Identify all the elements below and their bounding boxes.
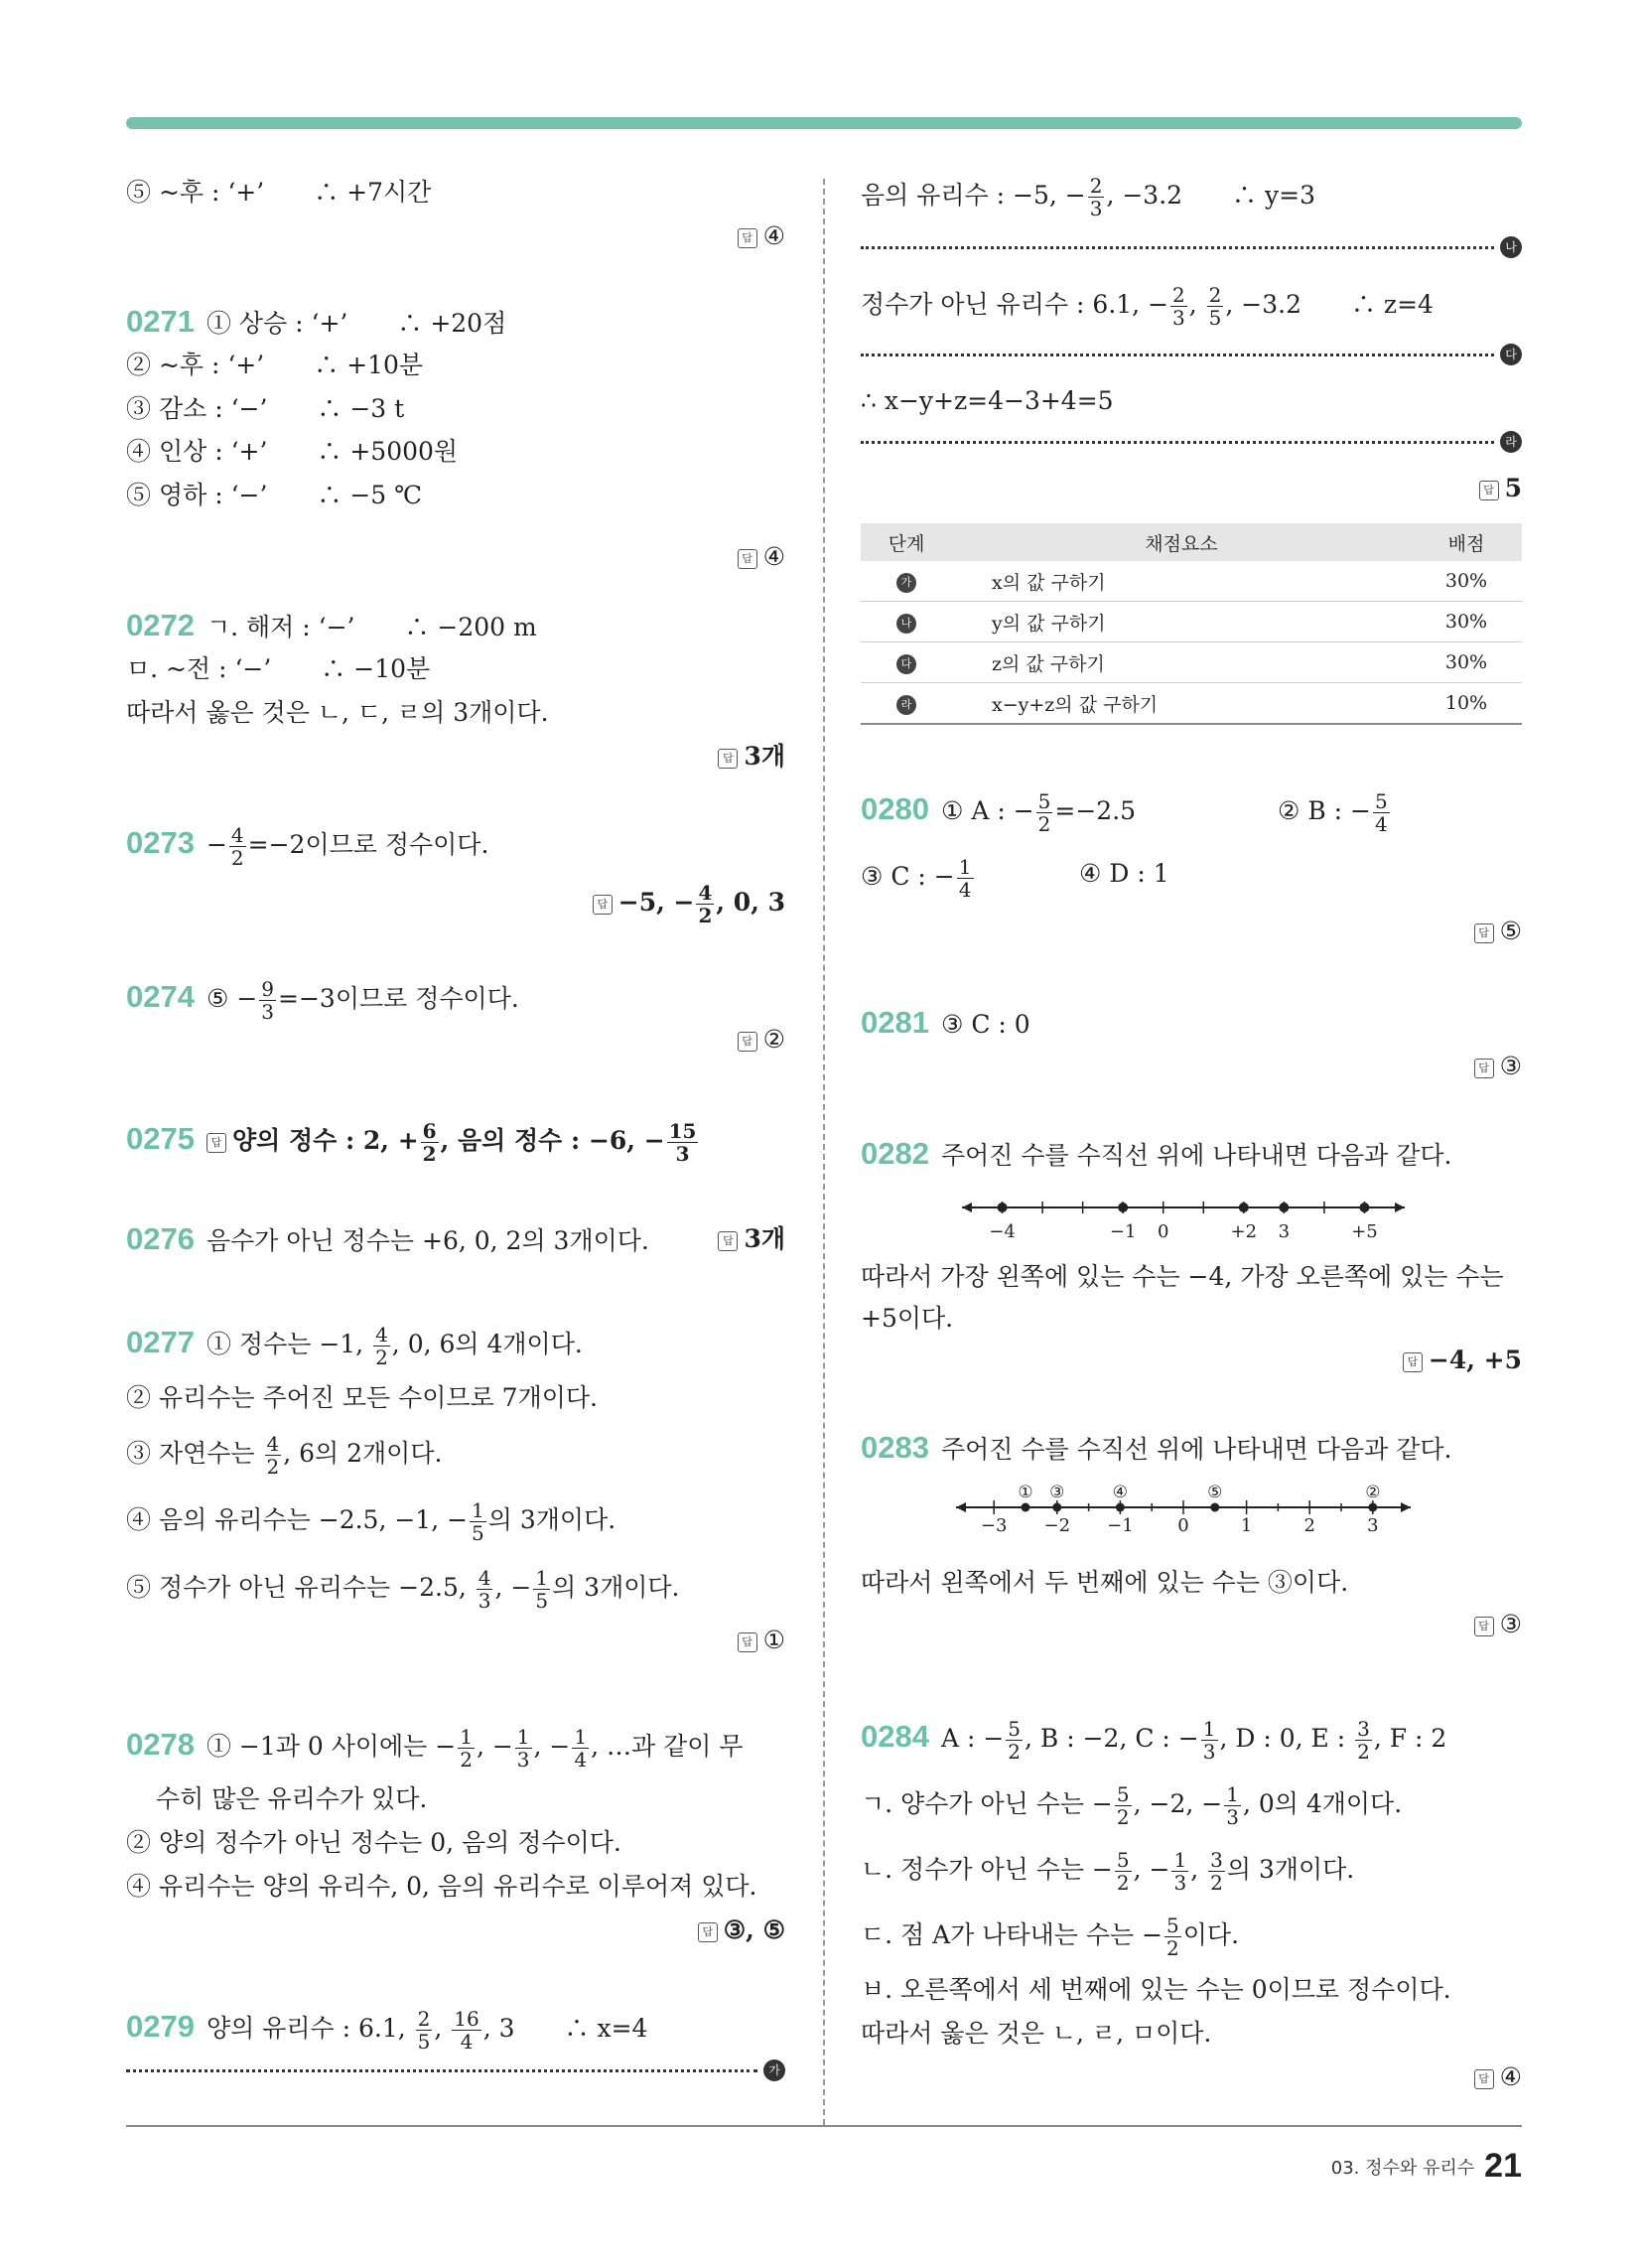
problem-number: 0272 xyxy=(126,608,195,642)
solution-line: 따라서 옳은 것은 ㄴ, ㄷ, ㄹ의 3개이다. xyxy=(126,698,549,727)
solution-line: 따라서 옳은 것은 ㄴ, ㄹ, ㅁ이다. xyxy=(861,2019,1212,2048)
table-cell: 30% xyxy=(1411,561,1522,602)
answer: 답 −4, +5 xyxy=(1403,1343,1522,1378)
arrow-left-icon xyxy=(956,1502,966,1512)
answer-mark-icon: 답 xyxy=(738,228,757,248)
answer: 답 ② xyxy=(738,1022,785,1058)
answer-mark-icon: 답 xyxy=(1403,1352,1423,1372)
problem-number: 0276 xyxy=(126,1221,195,1256)
point-marker xyxy=(1116,1503,1125,1512)
table-row xyxy=(861,642,1522,683)
step-marker-icon: 다 xyxy=(896,654,916,674)
table-header: 채점요소 xyxy=(952,523,1411,561)
point-marker xyxy=(1368,1503,1377,1512)
table-row xyxy=(861,561,1522,602)
answer-mark-icon: 답 xyxy=(1474,2069,1494,2089)
solution-line: 따라서 왼쪽에서 두 번째에 있는 수는 ③이다. xyxy=(861,1568,1349,1597)
solution-line: ④ D : 1 xyxy=(1079,859,1169,888)
answer-mark-icon: 답 xyxy=(1474,923,1494,943)
point-marker xyxy=(1052,1503,1061,1512)
tick-label: 3 xyxy=(1278,1221,1291,1242)
footer-rule xyxy=(126,2125,1522,2127)
step-marker-icon: 다 xyxy=(1500,344,1522,365)
tick-label: −4 xyxy=(989,1221,1016,1242)
table-header: 단계 xyxy=(861,523,952,561)
table-cell: z의 값 구하기 xyxy=(952,642,1411,683)
tick-label: 1 xyxy=(1240,1515,1253,1536)
fraction: $\frac{5}{2}$ xyxy=(1116,1782,1130,1829)
answer: 답 ④ xyxy=(738,539,785,575)
arrow-right-icon xyxy=(1395,1203,1405,1212)
answer: 답 5 xyxy=(1479,471,1522,506)
solution-line: ㅁ. ~전 : ‘−’ ∴ −10분 xyxy=(126,654,431,683)
answer: 답 ① xyxy=(738,1623,785,1658)
point-marker xyxy=(1239,1203,1249,1212)
table-cell: 30% xyxy=(1411,642,1522,683)
answer: 답 ④ xyxy=(1474,2059,1522,2095)
fraction: $\frac{1}{4}$ xyxy=(958,855,972,902)
answer-mark-icon: 답 xyxy=(1474,1617,1494,1636)
arrow-right-icon xyxy=(1401,1502,1411,1512)
solution-line: ③ 감소 : ‘−’ ∴ −3 t xyxy=(126,394,405,423)
fraction: $\frac{2}{3}$ xyxy=(1089,174,1103,220)
answer-mark-icon: 답 xyxy=(206,1133,226,1153)
fraction: $\frac{4}{2}$ xyxy=(698,881,713,927)
problem-number: 0284 xyxy=(861,1719,929,1754)
point-label: ④ xyxy=(1112,1483,1129,1502)
dotted-separator xyxy=(861,354,1494,356)
problem-number: 0282 xyxy=(861,1136,929,1171)
top-accent-bar xyxy=(126,117,1522,129)
fraction: $\frac{4}{2}$ xyxy=(230,823,244,870)
fraction: $\frac{4}{2}$ xyxy=(375,1323,388,1369)
point-marker xyxy=(1359,1203,1369,1212)
tick-label: −1 xyxy=(1109,1221,1137,1242)
table-header: 배점 xyxy=(1411,523,1522,561)
fraction: $\frac{1}{3}$ xyxy=(1202,1717,1216,1764)
solution-line: ② 양의 정수가 아닌 정수는 0, 음의 정수이다. xyxy=(126,1828,621,1857)
table-cell: x−y+z의 값 구하기 xyxy=(952,683,1411,725)
fraction: $\frac{1}{2}$ xyxy=(460,1725,473,1772)
fraction: $\frac{2}{5}$ xyxy=(1208,283,1222,330)
table-cell: 10% xyxy=(1411,683,1522,725)
point-marker xyxy=(1118,1203,1128,1212)
point-marker xyxy=(1210,1503,1219,1512)
solution-line: ⑤ 영하 : ‘−’ ∴ −5 ℃ xyxy=(126,481,423,509)
answer-mark-icon: 답 xyxy=(738,1632,757,1652)
fraction: $\frac{4}{3}$ xyxy=(478,1566,491,1613)
problem-number: 0279 xyxy=(126,2009,195,2044)
fraction: $\frac{3}{2}$ xyxy=(1357,1717,1370,1764)
problem-number: 0283 xyxy=(861,1430,929,1465)
dotted-separator xyxy=(126,2069,757,2072)
point-label: ② xyxy=(1365,1483,1381,1502)
solution-line: ⑤ ~후 : ‘+’ ∴ +7시간 xyxy=(126,178,432,207)
dotted-separator xyxy=(861,441,1494,444)
fraction: $\frac{4}{2}$ xyxy=(266,1432,280,1479)
tick-label: +5 xyxy=(1351,1221,1378,1242)
point-marker xyxy=(998,1203,1008,1212)
problem-number: 0278 xyxy=(126,1727,195,1762)
answer-mark-icon: 답 xyxy=(718,749,738,769)
problem-number: 0275 xyxy=(126,1121,195,1156)
table-cell: x의 값 구하기 xyxy=(952,561,1411,602)
solution-line: 수히 많은 유리수가 있다. xyxy=(156,1784,428,1813)
tick-label: +2 xyxy=(1230,1221,1258,1242)
fraction: $\frac{1}{3}$ xyxy=(516,1725,530,1772)
answer-mark-icon: 답 xyxy=(738,549,757,569)
answer-mark-icon: 답 xyxy=(698,1922,718,1942)
solution-line: ㅂ. 오른쪽에서 세 번째에 있는 수는 0이므로 정수이다. xyxy=(861,1975,1451,2004)
fraction: $\frac{1}{3}$ xyxy=(1226,1782,1239,1829)
column-divider xyxy=(823,179,825,2125)
point-label: ① xyxy=(1018,1483,1033,1502)
point-label: ③ xyxy=(1049,1483,1065,1502)
solution-line: ① 상승 : ‘+’ ∴ +20점 xyxy=(205,309,507,338)
step-marker-icon: 나 xyxy=(896,614,916,634)
table-header-row xyxy=(861,523,1522,561)
fraction: $\frac{16}{4}$ xyxy=(454,2007,479,2054)
solution-line: ② 유리수는 주어진 모든 수이므로 7개이다. xyxy=(126,1383,598,1412)
tick-label: −3 xyxy=(980,1515,1008,1536)
point-marker xyxy=(1021,1503,1029,1512)
answer: 답 ③, ⑤ xyxy=(698,1913,785,1948)
scoring-table xyxy=(861,523,1522,725)
fraction: $\frac{1}{3}$ xyxy=(1173,1848,1187,1895)
arrow-left-icon xyxy=(962,1203,972,1212)
fraction: $\frac{2}{5}$ xyxy=(417,2007,431,2054)
fraction: $\frac{1}{4}$ xyxy=(574,1725,588,1772)
answer: 답 ③ xyxy=(1474,1049,1522,1084)
fraction: $\frac{6}{2}$ xyxy=(422,1119,437,1166)
solution-line: ② ~후 : ‘+’ ∴ +10분 xyxy=(126,351,424,379)
tick-label: 2 xyxy=(1303,1515,1315,1536)
chapter-title: 03. 정수와 유리수 xyxy=(1330,2157,1475,2179)
answer: 답 ⑤ xyxy=(1474,914,1522,949)
table-cell: 30% xyxy=(1411,602,1522,642)
fraction: $\frac{5}{4}$ xyxy=(1375,789,1388,836)
problem-number: 0271 xyxy=(126,304,195,339)
point-label: ⑤ xyxy=(1207,1483,1223,1502)
problem-number: 0281 xyxy=(861,1005,929,1040)
fraction: $\frac{9}{3}$ xyxy=(261,977,275,1024)
fraction: $\frac{1}{5}$ xyxy=(472,1498,484,1545)
number-line-0283 xyxy=(950,1482,1417,1553)
fraction: $\frac{1}{5}$ xyxy=(535,1566,549,1613)
answer-mark-icon: 답 xyxy=(1474,1059,1494,1078)
fraction: $\frac{3}{2}$ xyxy=(1210,1848,1223,1895)
answer-mark-icon: 답 xyxy=(1479,481,1499,500)
solution-line: 따라서 가장 왼쪽에 있는 수는 −4, 가장 오른쪽에 있는 수는 xyxy=(861,1262,1504,1291)
page-footer xyxy=(1331,2147,1522,2186)
table-row xyxy=(861,602,1522,642)
fraction: $\frac{5}{2}$ xyxy=(1166,1914,1179,1960)
solution-line: ∴ x−y+z=4−3+4=5 xyxy=(861,386,1114,415)
dotted-separator xyxy=(861,246,1494,249)
tick-label: −2 xyxy=(1043,1515,1071,1536)
solution-line: ④ 유리수는 양의 유리수, 0, 음의 유리수로 이루어져 있다. xyxy=(126,1872,757,1901)
point-marker xyxy=(1279,1203,1289,1212)
solution-line: +5이다. xyxy=(861,1304,954,1333)
answer: 답 −5, − $\frac{4}{2}$ , 0, 3 xyxy=(593,882,785,926)
solution-line: ㄱ. 해저 : ‘−’ ∴ −200 m xyxy=(205,613,537,641)
tick-label: −1 xyxy=(1107,1515,1134,1536)
problem-number: 0280 xyxy=(861,791,929,826)
problem-number: 0273 xyxy=(126,825,195,860)
table-cell: y의 값 구하기 xyxy=(952,602,1411,642)
page-number: 21 xyxy=(1484,2147,1522,2185)
answer: 답 ④ xyxy=(738,218,785,254)
step-marker-icon: 가 xyxy=(896,573,916,593)
tick-label: 0 xyxy=(1158,1221,1169,1242)
answer-mark-icon: 답 xyxy=(738,1032,757,1052)
solution-line: ④ 인상 : ‘+’ ∴ +5000원 xyxy=(126,437,459,466)
tick-label: 0 xyxy=(1177,1515,1189,1536)
fraction: $\frac{5}{2}$ xyxy=(1008,1717,1022,1764)
fraction: $\frac{2}{3}$ xyxy=(1172,283,1185,330)
problem-number: 0277 xyxy=(126,1325,195,1359)
tick-label: 3 xyxy=(1367,1515,1379,1536)
step-marker-icon: 나 xyxy=(1500,236,1522,258)
step-marker-icon: 라 xyxy=(896,695,916,715)
answer: 답 3개 xyxy=(718,1221,785,1257)
fraction: $\frac{15}{3}$ xyxy=(668,1119,697,1166)
step-marker-icon: 라 xyxy=(1500,431,1522,453)
table-row xyxy=(861,683,1522,725)
answer-mark-icon: 답 xyxy=(718,1231,738,1251)
answer: 답 3개 xyxy=(718,739,785,775)
problem-number: 0274 xyxy=(126,979,195,1014)
fraction: $\frac{5}{2}$ xyxy=(1037,789,1051,836)
answer-mark-icon: 답 xyxy=(593,895,613,915)
step-marker-icon: 가 xyxy=(763,2059,785,2081)
answer: 답 ③ xyxy=(1474,1607,1522,1642)
number-line-0282 xyxy=(950,1190,1417,1245)
fraction: $\frac{5}{2}$ xyxy=(1116,1848,1130,1895)
